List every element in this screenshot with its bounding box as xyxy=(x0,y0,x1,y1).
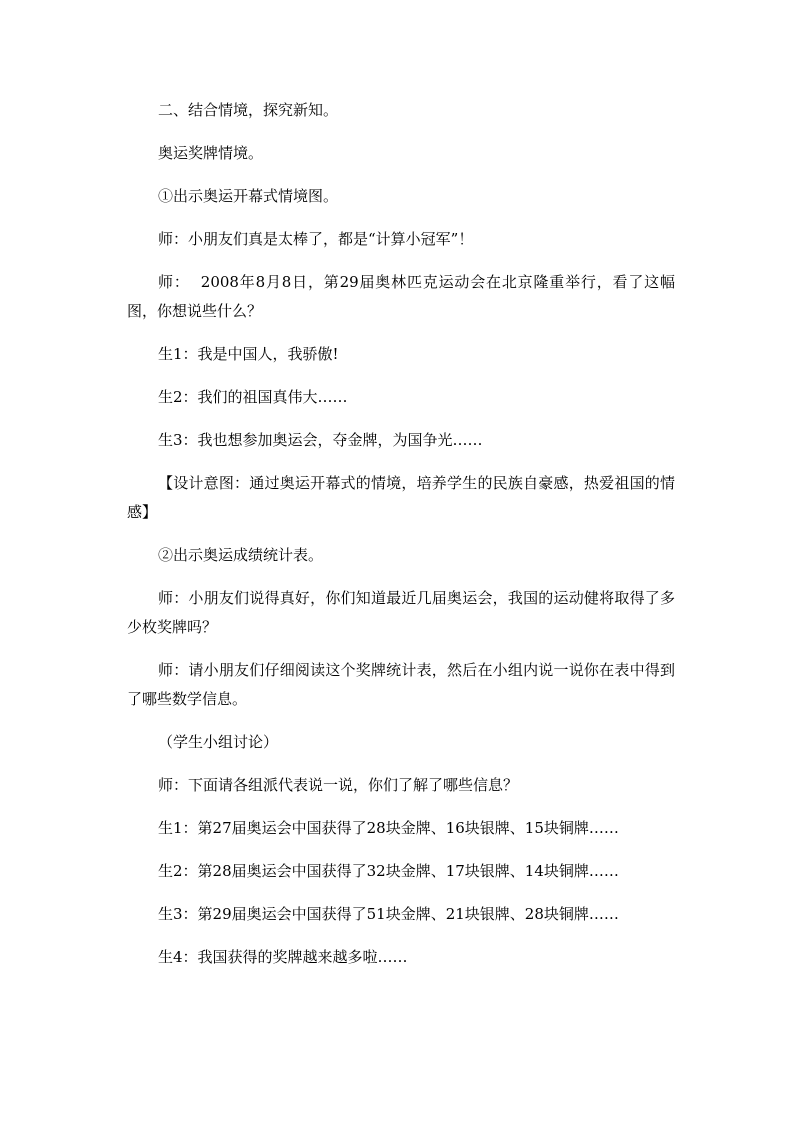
document-body xyxy=(127,96,675,986)
student-answer-3: 生3：第29届奥运会中国获得了51块金牌、21块银牌、28块铜牌…… xyxy=(158,905,619,923)
student-line-1: 生1：我是中国人，我骄傲! xyxy=(158,345,339,363)
teacher-line-4: 师：请小朋友们仔细阅读这个奖牌统计表，然后在小组内说一说你在表中得到了哪些数学信息。 xyxy=(127,661,675,708)
teacher-line-3: 师：小朋友们说得真好，你们知道最近几届奥运会，我国的运动健将取得了多少枚奖牌吗？ xyxy=(127,589,675,636)
design-intent: 【设计意图：通过奥运开幕式的情境，培养学生的民族自豪感，热爱祖国的情感】 xyxy=(127,474,675,521)
student-answer-4: 生4：我国获得的奖牌越来越多啦…… xyxy=(158,948,408,966)
student-answer-2: 生2：第28届奥运会中国获得了32块金牌、17块银牌、14块铜牌…… xyxy=(158,862,619,880)
scenario-title: 奥运奖牌情境。 xyxy=(158,144,264,162)
teacher-line-1: 师：小朋友们真是太棒了，都是“计算小冠军”！ xyxy=(158,230,474,248)
section-heading: 二、结合情境，探究新知。 xyxy=(158,101,339,119)
teacher-line-5: 师：下面请各组派代表说一说，你们了解了哪些信息？ xyxy=(158,776,519,794)
student-answer-1: 生1：第27届奥运会中国获得了28块金牌、16块银牌、15块铜牌…… xyxy=(158,819,619,837)
step-2: ②出示奥运成绩统计表。 xyxy=(158,546,324,564)
student-line-3: 生3：我也想参加奥运会，夺金牌，为国争光…… xyxy=(158,431,483,449)
step-1: ①出示奥运开幕式情境图。 xyxy=(158,187,339,205)
group-discussion-note: （学生小组讨论） xyxy=(158,733,279,751)
teacher-line-2: 师： 2008年8月8日，第29届奥林匹克运动会在北京隆重举行，看了这幅图，你想说些什么？ xyxy=(127,273,675,320)
student-line-2: 生2：我们的祖国真伟大…… xyxy=(158,388,348,406)
